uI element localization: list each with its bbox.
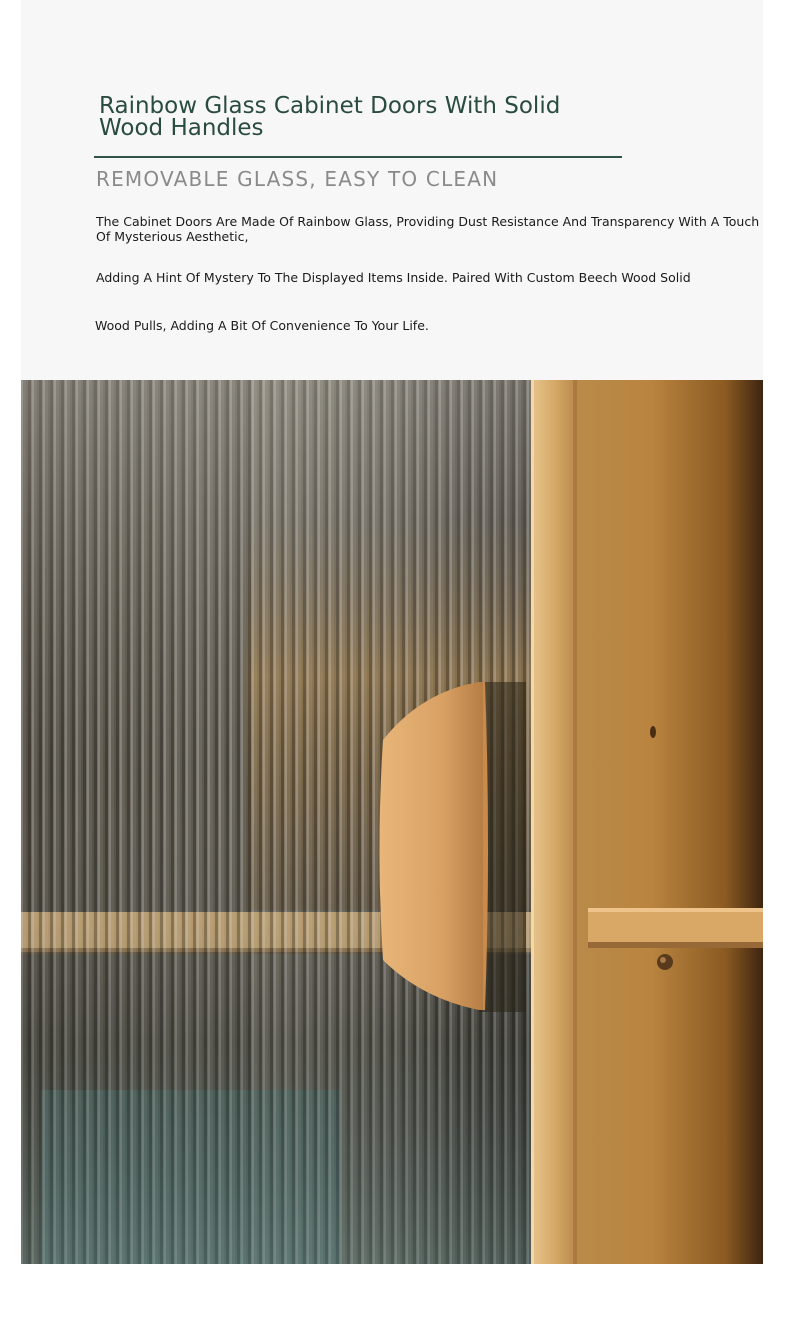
- product-photo: [21, 380, 763, 1264]
- description-paragraph-2: Adding A Hint Of Mystery To The Displayed Items Inside. Paired With Custom Beech Wood Solid: [96, 270, 691, 285]
- page-title: Rainbow Glass Cabinet Doors With Solid Wood Handles: [99, 93, 561, 141]
- description-paragraph-3: Wood Pulls, Adding A Bit Of Convenience To Your Life.: [95, 318, 429, 333]
- subtitle: REMOVABLE GLASS, EASY TO CLEAN: [96, 167, 499, 191]
- description-paragraph-1: The Cabinet Doors Are Made Of Rainbow Glass, Providing Dust Resistance And Transparency With A Touch Of Mysterious Aesthetic,: [96, 214, 760, 244]
- title-divider: [94, 156, 622, 158]
